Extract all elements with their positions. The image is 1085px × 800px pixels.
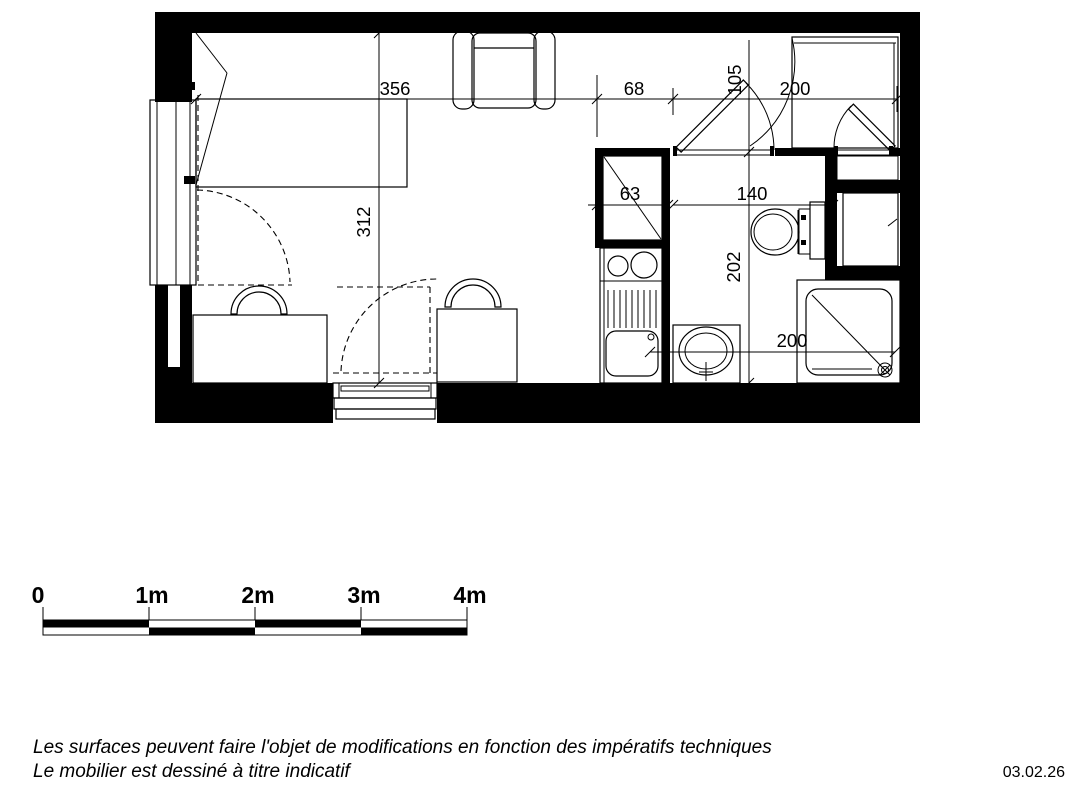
dim-living-depth: 312	[353, 206, 374, 238]
furniture-disclaimer-note: Le mobilier est dessiné à titre indicatif	[33, 761, 350, 782]
dim-bath-width: 140	[736, 183, 768, 204]
surface-disclaimer-note: Les surfaces peuvent faire l'objet de modifications en fonction des impératifs techniques	[33, 737, 772, 758]
washbasin	[673, 325, 740, 383]
scale-label-3m: 3m	[347, 582, 381, 608]
scale-label-4m: 4m	[453, 582, 487, 608]
dim-hall-width: 200	[779, 78, 811, 99]
armchair	[453, 31, 555, 109]
duct-shaft	[837, 156, 898, 266]
dim-entry-door: 105	[724, 64, 745, 96]
drainboard	[608, 290, 656, 328]
shower	[797, 280, 900, 383]
toilet	[751, 202, 825, 259]
scale-label-1m: 1m	[135, 582, 169, 608]
dim-bath-span: 200	[776, 330, 808, 351]
dim-living-width: 356	[379, 78, 411, 99]
scale-bar	[32, 582, 487, 635]
kitchen-sink	[606, 331, 658, 376]
scale-label-2m: 2m	[241, 582, 275, 608]
chair-2	[445, 279, 501, 307]
bathroom-door	[673, 38, 795, 156]
chair-1	[231, 286, 287, 314]
dimension-labels	[353, 65, 810, 351]
dim-kitchen-gap: 68	[623, 78, 645, 99]
entry-french-window	[333, 383, 437, 398]
desk-2	[437, 309, 517, 382]
plan-date: 03.02.26	[1002, 764, 1065, 781]
desk-1	[193, 315, 327, 383]
entry-door-swing	[333, 279, 437, 373]
bed	[196, 99, 407, 187]
dim-bath-depth: 202	[723, 251, 744, 283]
dim-kitchen-unit: 63	[619, 183, 641, 204]
kitchen-unit	[600, 248, 662, 383]
hob-burners	[608, 252, 657, 278]
entry-steps	[334, 398, 436, 419]
scale-bar-labels	[32, 582, 487, 608]
scale-label-0: 0	[31, 582, 45, 608]
